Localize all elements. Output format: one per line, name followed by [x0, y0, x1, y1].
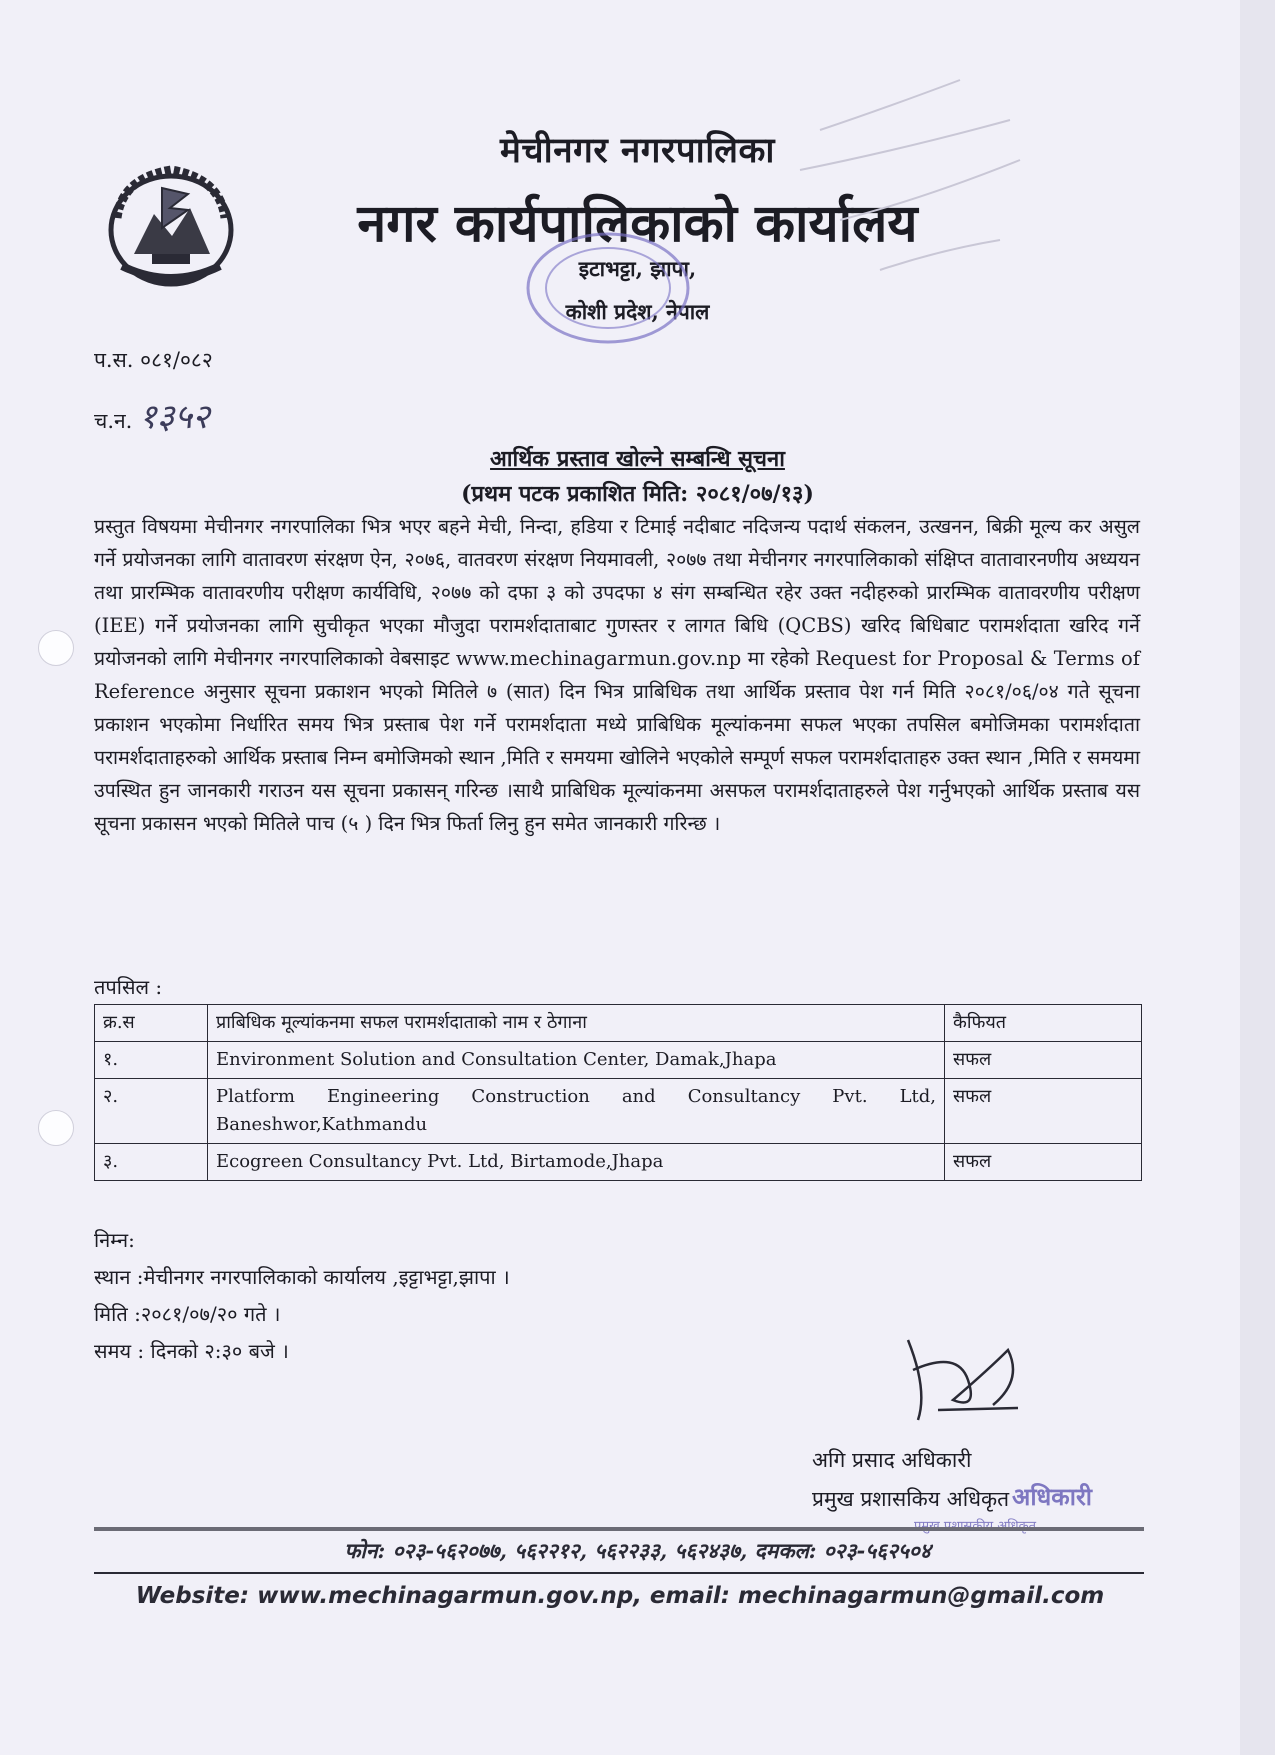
row-name-cell [208, 1079, 945, 1144]
footer-phone: फोन: ०२३-५६२०७७, ५६२२१२, ५६२२३३, ५६२४३७, दमकल: ०२३-५६२५०४ [344, 1538, 931, 1563]
designation-stamp [914, 1516, 1036, 1534]
notice-title [0, 443, 1275, 473]
handwritten-signature [898, 1330, 1028, 1430]
row-sn: ३. [95, 1144, 208, 1181]
municipality-name: मेचीनगर नगरपालिका [500, 130, 775, 171]
venue-date: मिति :२०८१/०७/२० गते । [94, 1302, 281, 1326]
table-row [95, 1042, 1142, 1079]
row-name: Platform Engineering Construction and Consultancy Pvt. Ltd, [216, 1086, 936, 1107]
row-remark: सफल [945, 1042, 1142, 1079]
venue-heading: निम्न: [94, 1228, 135, 1252]
name-stamp: अधिकारी [1012, 1483, 1092, 1511]
notice-subtitle: (प्रथम पटक प्रकाशित मिति: २०८१/०७/१३) [461, 481, 814, 507]
venue-place: स्थान :मेचीनगर नगरपालिकाको कार्यालय ,इट्टाभट्टा,झापा । [94, 1265, 510, 1289]
fiscal-year-ref: प.स. ०८१/०८२ [94, 348, 213, 372]
handwritten-marks [760, 40, 1060, 300]
address-line-2: कोशी प्रदेश, नेपाल [565, 299, 710, 324]
address-line-1: इटाभट्टा, झापा, [578, 256, 697, 281]
row-name: Ecogreen Consultancy Pvt. Ltd, Birtamode,Jhapa [208, 1144, 945, 1181]
row-sn: १. [95, 1042, 208, 1079]
row-name: Environment Solution and Consultation Center, Damak,Jhapa [208, 1042, 945, 1079]
header-name: प्राबिधिक मूल्यांकनमा सफल परामर्शदाताको नाम र ठेगाना [208, 1005, 945, 1042]
row-remark: सफल [945, 1079, 1142, 1144]
signatory-block [812, 1441, 1009, 1519]
office-seal-stamp [520, 228, 696, 348]
header-sn: क्र.स [95, 1005, 208, 1042]
office-name: नगर कार्यपालिकाको कार्यालय [357, 193, 918, 254]
footer-rule [94, 1527, 1144, 1531]
tapsil-label: तपसिल : [94, 975, 163, 999]
punch-hole [38, 630, 74, 666]
successful-consultants-table [94, 1004, 1142, 1181]
signatory-name: अगि प्रसाद अधिकारी [812, 1448, 972, 1472]
row-remark: सफल [945, 1144, 1142, 1181]
punch-hole [38, 1110, 74, 1146]
dispatch-number: १३५२ [139, 397, 210, 437]
footer-rule [94, 1572, 1144, 1574]
row-name-line2: Baneshwor,Kathmandu [216, 1114, 428, 1135]
footer-web-email: Website: www.mechinagarmun.gov.np, email: mechinagarmun@gmail.com [135, 1583, 1105, 1609]
header-remark: कैफियत [945, 1005, 1142, 1042]
signatory-designation: प्रमुख प्रशासकिय अधिकृत [812, 1487, 1010, 1511]
table-row [95, 1079, 1142, 1144]
venue-time: समय : दिनको २:३० बजे । [94, 1339, 289, 1363]
dispatch-label: च.न. [94, 409, 133, 433]
notice-title-text: आर्थिक प्रस्ताव खोल्ने सम्बन्धि सूचना [490, 446, 785, 472]
table-header-row [95, 1005, 1142, 1042]
row-sn: २. [95, 1079, 208, 1144]
notice-body: प्रस्तुत विषयमा मेचीनगर नगरपालिका भित्र भएर बहने मेची, निन्दा, हडिया र टिमाई नदीबाट नदिजन्य पदार्थ संकलन, उत्खनन, बिक्री मूल्य कर असुल गर्ने प्रयोजनका लागि वातावरण संरक्षण ऐन, २०७६, वातवरण संरक्षण नियमावली, २०७७ तथा मेचीनगर नगरपालिकाको संक्षिप्त वातावारनणीय अध्ययन तथा प्रारम्भिक वातावरणीय परीक्षण कार्यविधि, २०७७ को दफा ३ को उपदफा ४ संग सम्बन्धित रहेर उक्त नदीहरुको प्रारम्भिक वातावरणीय परीक्षण (IEE) गर्ने प्रयोजनका लागि सुचीकृत भएका मौजुदा परामर्शदाताबाट गुणस्तर र लागत बिधि (QCBS) खरिद बिधिबाट परामर्शदाता खरिद गर्ने प्रयोजनको लागि मेचीनगर नगरपालिकाको वेबसाइट www.mechinagarmun.gov.np मा रहेको Request for Proposal & Terms of Reference अनुसार सूचना प्रकाशन भएको मितिले ७ (सात) दिन भित्र प्राबिधिक तथा आर्थिक प्रस्ताव पेश गर्न मिति २०८१/०६/०४ गते सूचना प्रकाशन भएकोमा निर्धारित समय भित्र प्रस्ताब पेश गर्ने परामर्शदाता मध्ये प्राबिधिक मूल्यांकनमा सफल भएका तपसिल बमोजिमका परामर्शदाता परामर्शदाताहरुको आर्थिक प्रस्ताब निम्न बमोजिमको स्थान ,मिति र समयमा खोलिने भएकोले सम्पूर्ण सफल परामर्शदाताहरु उक्त स्थान ,मिति र समयमा उपस्थित हुन जानकारी गराउन यस सूचना प्रकासन् गरिन्छ ।साथै प्राबिधिक मूल्यांकनमा असफल परामर्शदाताहरुले पेश गर्नुभएको आर्थिक प्रस्ताब यस सूचना प्रकासन भएको मितिले पाच (५ ) दिन भित्र फिर्ता लिनु हुन समेत जानकारी गरिन्छ । [94, 515, 1140, 835]
dispatch-ref [94, 392, 210, 438]
table-row [95, 1144, 1142, 1181]
venue-details [94, 1222, 510, 1370]
